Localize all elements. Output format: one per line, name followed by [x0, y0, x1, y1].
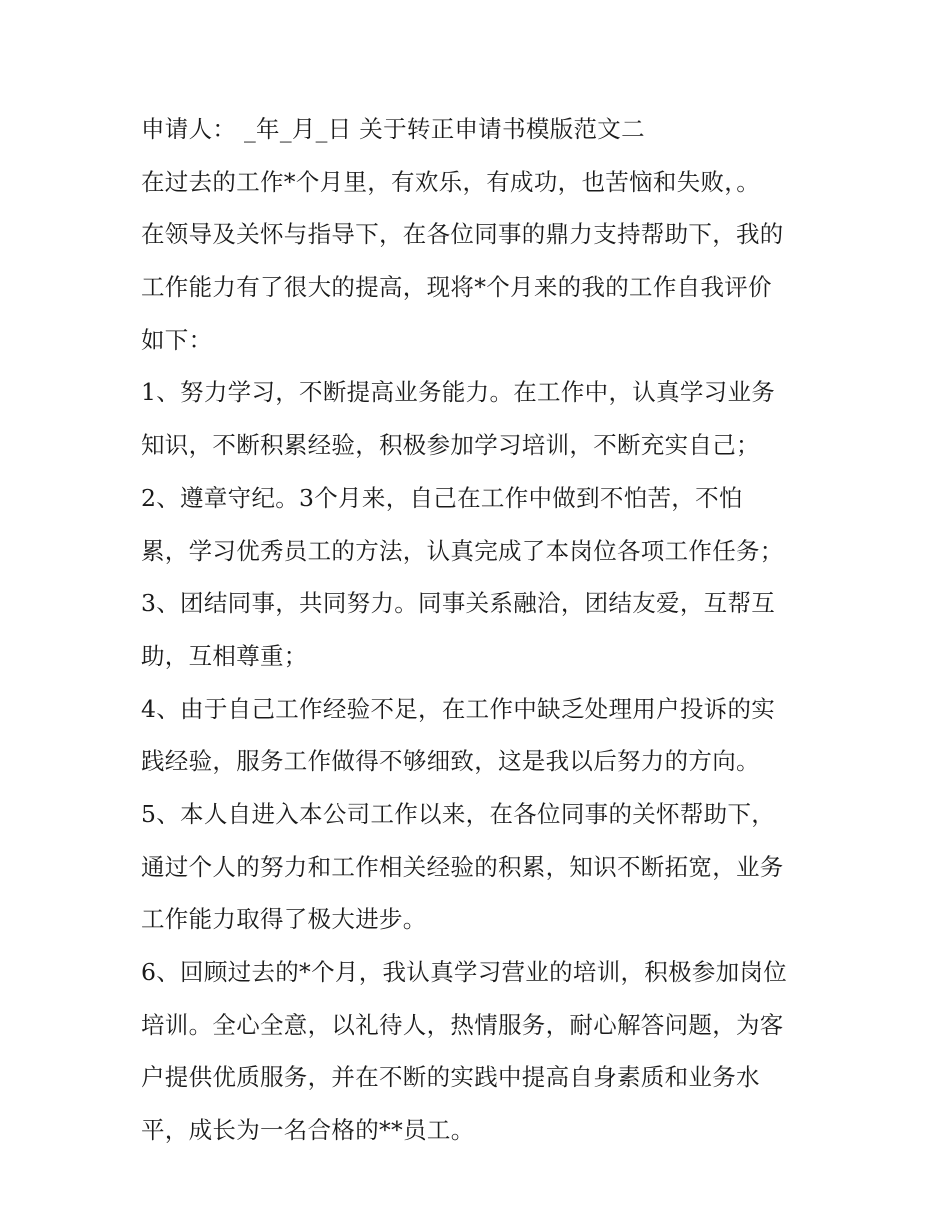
document-body — [141, 108, 821, 1162]
text-line: 通过个人的努力和工作相关经验的积累，知识不断拓宽，业务 — [141, 852, 784, 881]
item-3-line: 3、团结同事，共同努力。同事关系融洽，团结友爱，互帮互 — [141, 589, 776, 618]
text-line: 培训。全心全意，以礼待人，热情服务，耐心解答问题，为客 — [141, 1010, 784, 1039]
text-line: 工作能力有了很大的提高，现将*个月来的我的工作自我评价 — [141, 273, 772, 302]
item-4-line: 4、由于自己工作经验不足，在工作中缺乏处理用户投诉的实 — [141, 694, 776, 723]
text-line: 平，成长为一名合格的**员工。 — [141, 1116, 475, 1145]
text-line: 在过去的工作*个月里，有欢乐，有成功，也苦恼和失败，。 — [141, 167, 761, 196]
text-line: 助，互相尊重； — [141, 641, 308, 670]
text-line: 知识，不断积累经验，积极参加学习培训，不断充实自己； — [141, 431, 760, 460]
item-5-line: 5、本人自进入本公司工作以来，在各位同事的关怀帮助下， — [141, 799, 776, 828]
applicant-date-title-line: 申请人： _年_月_日 关于转正申请书模版范文二 — [141, 115, 645, 143]
text-line: 在领导及关怀与指导下，在各位同事的鼎力支持帮助下，我的 — [141, 220, 784, 249]
item-6-line: 6、回顾过去的*个月，我认真学习营业的培训，积极参加岗位 — [141, 958, 788, 986]
text-line: 工作能力取得了极大进步。 — [141, 905, 427, 934]
text-line: 如下： — [141, 325, 213, 354]
item-1-line: 1、努力学习，不断提高业务能力。在工作中，认真学习业务 — [141, 378, 776, 407]
item-2-line: 2、遵章守纪。3个月来，自己在工作中做到不怕苦，不怕 — [141, 483, 743, 512]
text-line: 累，学习优秀员工的方法，认真完成了本岗位各项工作任务； — [141, 536, 784, 565]
text-line: 践经验，服务工作做得不够细致，这是我以后努力的方向。 — [141, 747, 760, 776]
text-line: 户提供优质服务，并在不断的实践中提高自身素质和业务水 — [141, 1063, 760, 1092]
